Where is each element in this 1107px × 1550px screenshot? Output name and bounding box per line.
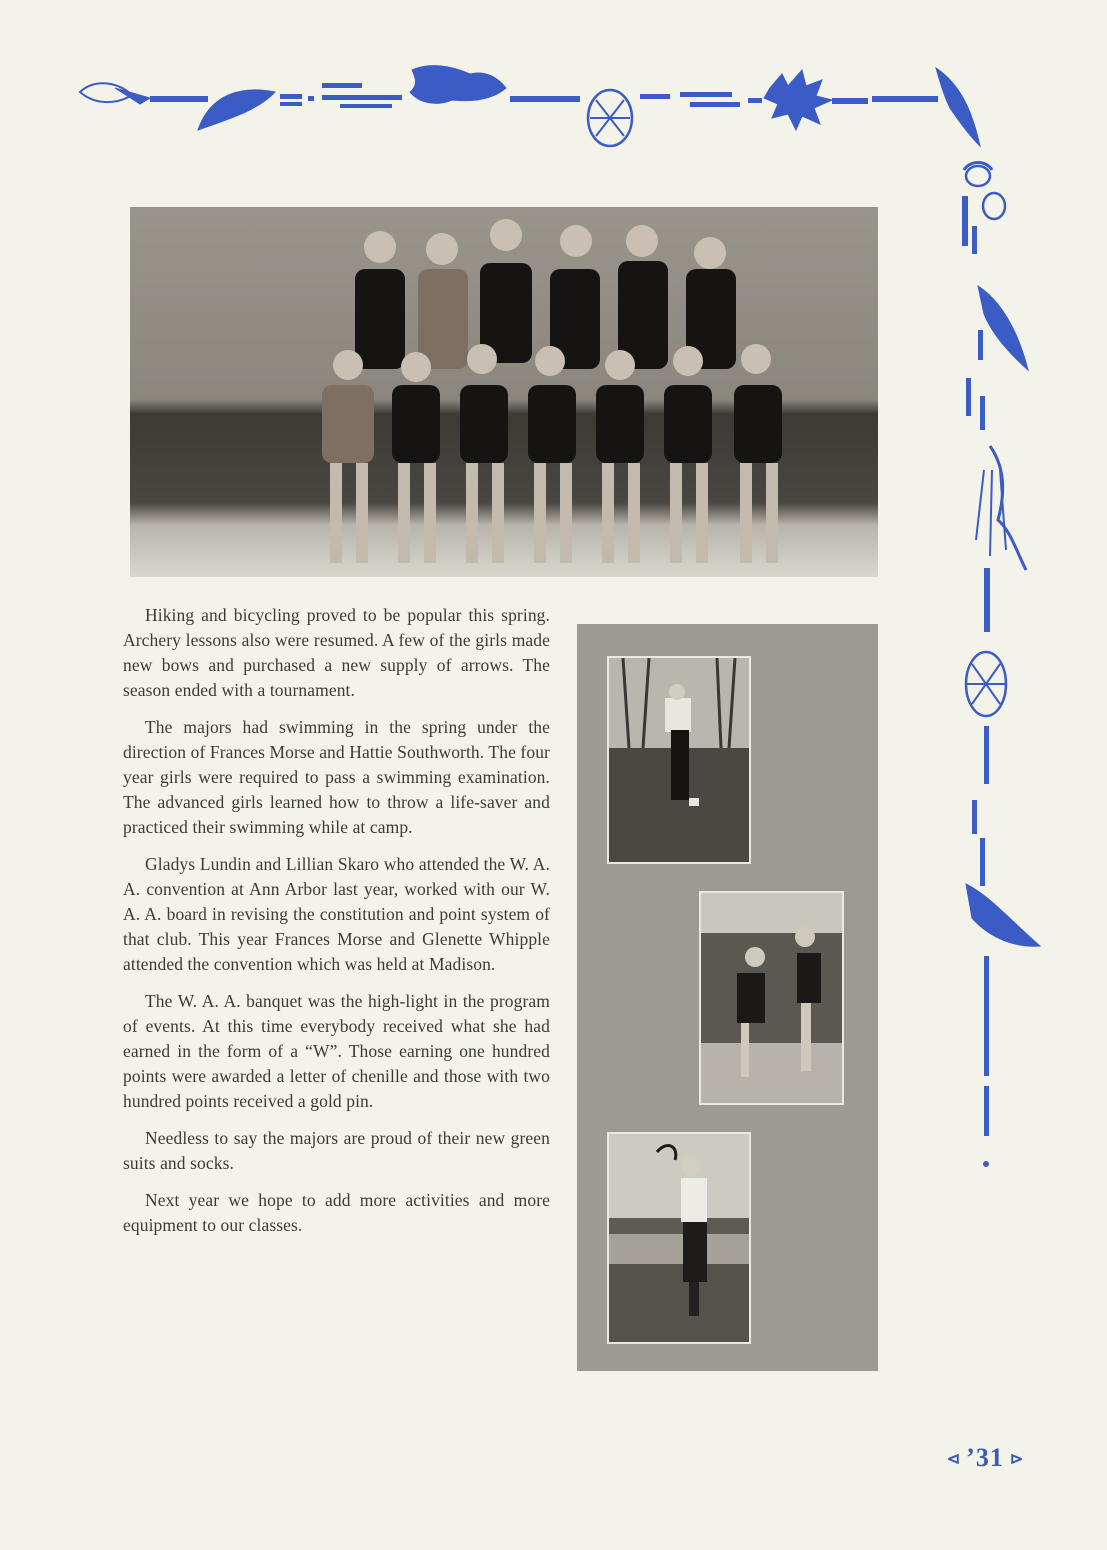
acorn-icon bbox=[964, 163, 1005, 220]
feather-icon bbox=[80, 83, 150, 104]
article-body bbox=[123, 603, 550, 1250]
archery-photo-1 bbox=[607, 656, 751, 864]
swimmers-photo bbox=[699, 891, 844, 1105]
maple-leaf-icon bbox=[764, 70, 832, 130]
page-number bbox=[930, 1440, 1040, 1476]
right-ornament-icon: ⊳ bbox=[1009, 1451, 1024, 1469]
page-number-text: ’31 bbox=[966, 1443, 1004, 1472]
pinecone-icon bbox=[966, 652, 1006, 716]
paragraph-5: Needless to say the majors are proud of their new green suits and socks. bbox=[123, 1128, 550, 1173]
left-ornament-icon: ⊲ bbox=[946, 1451, 961, 1469]
archery-photo-2 bbox=[607, 1132, 751, 1344]
paragraph-6: Next year we hope to add more activities and more equipment to our classes. bbox=[123, 1190, 550, 1235]
tassel-icon bbox=[976, 446, 1026, 570]
holly-icon bbox=[978, 286, 1028, 370]
pinecone-icon bbox=[588, 90, 632, 146]
paragraph-1: Hiking and bicycling proved to be popular this spring. Archery lessons also were resumed. A few of the girls made new bows and purchased a new supply of arrows. The season ended with a tournament. bbox=[123, 605, 550, 700]
holly-icon bbox=[936, 68, 980, 146]
photo-panel bbox=[577, 624, 878, 1371]
oak-leaf-icon bbox=[410, 66, 506, 104]
paragraph-4: The W. A. A. banquet was the high-light in the program of events. At this time everybody received what she had earned in the form of a “W”. Those earning one hundred points were awarded a letter of chenille and those with two hundred points received a gold pin. bbox=[123, 991, 550, 1111]
paragraph-3: Gladys Lundin and Lillian Skaro who attended the W. A. A. convention at Ann Arbor last year, worked with our W. A. A. board in revising the constitution and point system of that club. This year Frances Morse and Glenette Whipple attended the convention which was held at Madison. bbox=[123, 854, 550, 974]
paragraph-2: The majors had swimming in the spring under the direction of Frances Morse and Hattie Southworth. The four year girls were required to pass a swimming examination. The advanced girls learned how to throw a life-saver and practiced their swimming while at camp. bbox=[123, 717, 550, 837]
team-photo bbox=[130, 207, 878, 577]
holly-icon bbox=[966, 884, 1040, 946]
leaf-icon bbox=[198, 90, 275, 130]
